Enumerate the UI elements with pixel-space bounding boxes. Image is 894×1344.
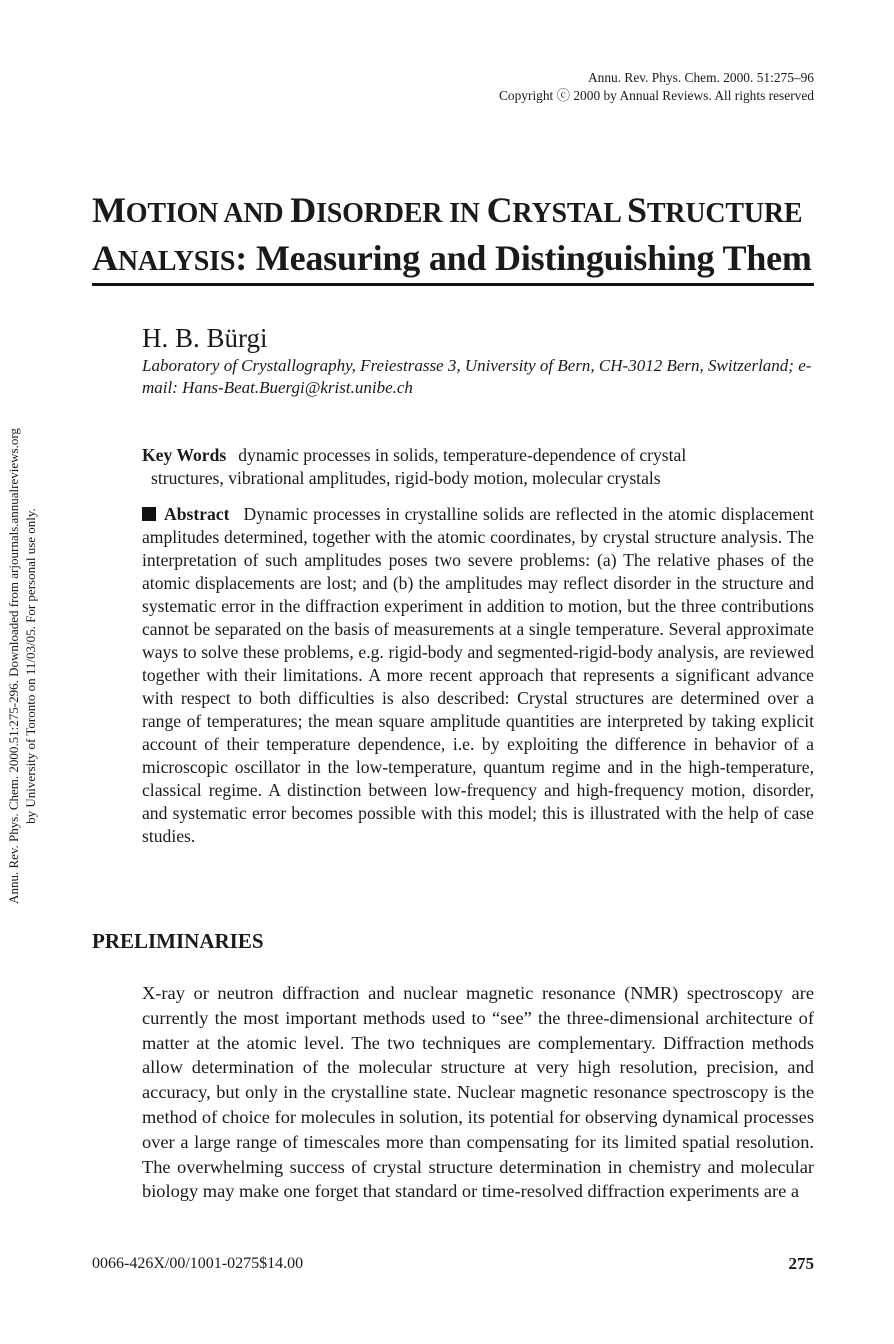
title-initial-m: M xyxy=(92,190,126,230)
section-body-text: X-ray or neutron diffraction and nuclear magnetic resonance (NMR) spectroscopy are currently the most important methods used to “see” the three-dimensional architecture of matter at the atomic level. The two techniques are complementary. Diffraction methods allow determination of the molecular structure at very high resolution, precision, and accuracy, but only in the crystalline state. Nuclear magnetic resonance spectroscopy is the method of choice for molecules in solution, its potential for observing dynamical processes over a large range of timescales more than compensating for its limited spatial resolution. The overwhelming success of crystal structure determination in chemistry and molecular biology may make one forget that standard or time-resolved diffraction experiments are a xyxy=(142,983,814,1202)
abstract-text: Dynamic processes in crystalline solids are reflected in the atomic displacement amplitudes determined, together with the atomic coordinates, by crystal structure analysis. The interpretation of such amplitudes poses two severe problems: (a) The relative phases of the atomic displacements are lost; and (b) the amplitudes may reflect disorder in the structure and systematic error in the diffraction experiment in addition to motion, but the three contributions cannot be separated on the basis of measurements at a single temperature. Several approximate ways to solve these problems, e.g. rigid-body and segmented-rigid-body analysis, are reviewed together with their limitations. A more recent approach that represents a significant advance with respect to both difficulties is also described: Crystal structures are determined over a range of temperatures; the mean square amplitude quantities are interpreted by taking explicit account of their temperature dependence, i.e. by exploiting the difference in behavior of a microscopic oscillator in the low-temperature, quantum regime and in the high-temperature, classical regime. A distinction between low-frequency and high-frequency motion, disorder, and systematic error becomes possible with this model; this is illustrated with the help of case studies. xyxy=(142,504,814,846)
download-side-note xyxy=(5,356,39,976)
side-note-line-1: Annu. Rev. Phys. Chem. 2000.51:275-296. Downloaded from arjournals.annualreviews.org xyxy=(6,428,21,904)
title-line-1 xyxy=(92,188,814,236)
title-word-structure: TRUCTURE xyxy=(646,198,803,229)
footer-issn-code: 0066-426X/00/1001-0275$14.00 xyxy=(92,1255,304,1272)
page-number: 275 xyxy=(788,1254,814,1273)
copyright-notice: Copyright ⓒ 2000 by Annual Reviews. All rights reserved xyxy=(498,88,814,103)
keywords-line-2: structures, vibrational amplitudes, rigid-body motion, molecular crystals xyxy=(151,468,661,488)
title-initial-s: S xyxy=(627,190,647,230)
title-initial-c: C xyxy=(486,190,513,230)
title-line-2 xyxy=(92,236,814,284)
article-title xyxy=(92,188,814,284)
title-rule xyxy=(92,283,814,286)
title-initial-a: A xyxy=(92,238,118,278)
title-initial-d: D xyxy=(290,190,317,230)
abstract-square-icon xyxy=(142,507,156,521)
keywords-line-1: dynamic processes in solids, temperature-dependence of crystal xyxy=(238,445,687,465)
section-heading: PRELIMINARIES xyxy=(92,929,264,953)
side-note-line-2: by University of Toronto on 11/03/05. For personal use only. xyxy=(23,508,38,824)
keywords-block xyxy=(142,444,814,490)
journal-header xyxy=(314,69,814,105)
title-word-disorder: ISORDER IN xyxy=(316,198,487,229)
title-word-crystal: RYSTAL xyxy=(512,198,627,229)
keywords-label: Key Words xyxy=(142,445,227,465)
author-name: H. B. Bürgi xyxy=(142,323,268,353)
title-subtitle: : Measuring and Distinguishing Them xyxy=(235,238,812,278)
journal-citation: Annu. Rev. Phys. Chem. 2000. 51:275–96 xyxy=(587,70,814,85)
title-word-analysis: NALYSIS xyxy=(117,246,236,277)
title-word-motion: OTION AND xyxy=(125,198,291,229)
abstract-block xyxy=(142,503,814,848)
abstract-label: Abstract xyxy=(164,504,230,524)
author-affiliation: Laboratory of Crystallography, Freiestrasse 3, University of Bern, CH-3012 Bern, Switzerland; e-mail: Hans-Beat.Buergi@krist.unibe.ch xyxy=(142,356,812,397)
